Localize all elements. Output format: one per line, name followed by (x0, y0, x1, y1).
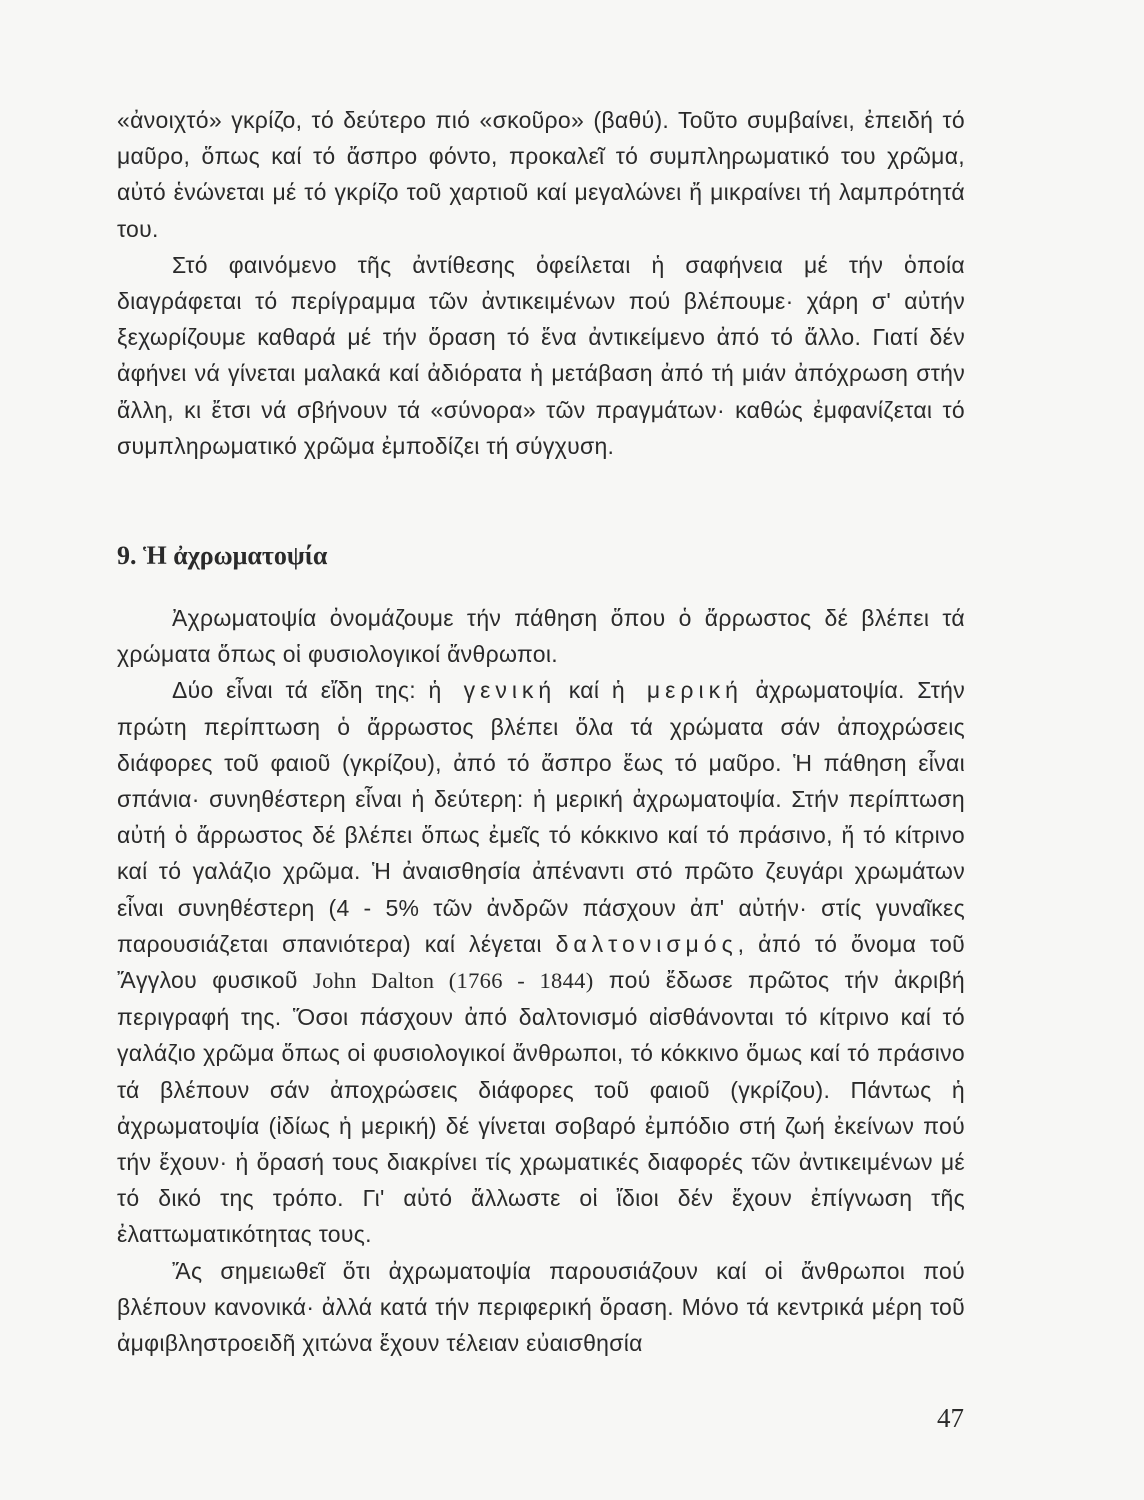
name-john-dalton: John Dalton (1766 - 1844) (313, 968, 594, 994)
text-run: Δύο εἶναι τά εἴδη της: (172, 677, 429, 704)
paragraph-peripheral-vision: Ἄς σημειωθεῖ ὅτι ἀχρωματοψία παρουσιάζουν καί οἱ ἄνθρωποι πού βλέπουν κανονικά· ἀλλά κατά τήν περιφερική ὅραση. Μόνο τά κεντρικά μέρη τοῦ ἀμφιβληστροειδῆ χιτώνα ἔχουν τέλειαν εὐαισθησία (117, 1257, 965, 1357)
paragraph-contrast-outline: Στό φαινόμενο τῆς ἀντίθεσης ὀφείλεται ἡ σαφήνεια μέ τήν ὁποία διαγράφεται τό περίγραμμα τῶν ἀντικειμένων πού βλέπουμε· χάρη σ' αὐτήν ξεχωρίζουμε καθαρά μέ τήν ὅραση τό ἕνα ἀντικείμενο ἀπό τό ἄλλο. Γιατί δέν ἀφήνει νά γίνεται μαλακά καί ἀδιόρατα ἡ μετάβαση ἀπό τή μιάν ἀπόχρωση στήν ἄλλη, κι ἔτσι νά σβήνουν τά «σύνορα» τῶν πραγμάτων· καθώς ἐμφανίζεται τό συμπληρωματικό χρῶμα ἐμποδίζει τή σύγχυση. (117, 251, 965, 459)
section-achromatopsia-text (117, 600, 965, 1361)
text-run: , ἀπό τό ὄνομα τοῦ Ἄγγλου φυσικοῦ (117, 930, 965, 994)
section-contrast-text (117, 102, 965, 464)
paragraph-contrast-continued: «ἀνοιχτό» γκρίζο, τό δεύτερο πιό «σκοῦρο» (βαθύ). Τοῦτο συμβαίνει, ἐπειδή τό μαῦρο, ὅπως καί τό ἄσπρο φόντο, προκαλεῖ τό συμπληρωματικό του χρῶμα, αὐτό ἑνώνεται μέ τό γκρίζο τοῦ χαρτιοῦ καί μεγαλώνει ἤ μικραίνει τή λαμπρότητά του. (117, 107, 965, 242)
term-partial: ἡ μερική (611, 677, 743, 704)
term-daltonism: δαλτονισμός (555, 930, 738, 957)
paragraph-achromatopsia-definition: Ἀχρωματοψία ὀνομάζουμε τήν πάθηση ὅπου ὁ ἄρρωστος δέ βλέπει τά χρώματα ὅπως οἱ φυσιολογικοί ἄνθρωποι. (117, 605, 965, 668)
text-run: ἀχρωματοψία. Στήν πρώτη περίπτωση ὁ ἄρρωστος βλέπει ὅλα τά χρώματα σάν ἀποχρώσεις διάφορες τοῦ φαιοῦ (γκρίζου), ἀπό τό ἄσπρο ἕως τό μαῦρο. Ἡ πάθηση εἶναι σπάνια· συνηθέστερη εἶναι ἡ δεύτερη: ἡ μερική ἀχρωματοψία. Στήν περίπτωση αὐτή ὁ ἄρρωστος δέ βλέπει ὅπως ἐμεῖς τό κόκκινο καί τό πράσινο, ἤ τό κίτρινο καί τό γαλάζιο χρῶμα. Ἡ ἀναισθησία ἀπέναντι στό πρῶτο ζευγάρι χρωμάτων εἶναι συνηθέστερη (4 - 5% τῶν ἀνδρῶν πάσχουν ἀπ' αὐτήν· στίς γυναῖκες παρουσιάζεται σπανιότερα) καί λέγεται (117, 677, 965, 957)
text-run: καί (556, 677, 612, 704)
paragraph-achromatopsia-types (117, 672, 965, 1252)
text-run: πού ἔδωσε πρῶτος τήν ἀκριβή περιγραφή της. Ὅσοι πάσχουν ἀπό δαλτονισμό αἰσθάνονται τό κίτρινο καί τό γαλάζιο χρῶμα ὅπως οἱ φυσιολογικοί ἄνθρωποι, τό κόκκινο ὅμως καί τό πράσινο τά βλέπουν σάν ἀποχρώσεις διάφορες τοῦ φαιοῦ (γκρίζου). Πάντως ἡ ἀχρωματοψία (ἰδίως ἡ μερική) δέ γίνεται σοβαρό ἐμπόδιο στή ζωή ἐκείνων πού τήν ἔχουν· ἡ ὅρασή τους διακρίνει τίς χρωματικές διαφορές τῶν ἀντικειμένων μέ τό δικό της τρόπο. Γι' αὐτό ἄλλωστε οἱ ἴδιοι δέν ἔχουν ἐπίγνωση τῆς ἐλαττωματικότητας τους. (117, 967, 965, 1248)
page-number: 47 (937, 1403, 964, 1433)
term-general: ἡ γενική (428, 677, 557, 704)
section-heading-achromatopsia: 9. Ἡ ἀχρωματοψία (117, 541, 328, 570)
